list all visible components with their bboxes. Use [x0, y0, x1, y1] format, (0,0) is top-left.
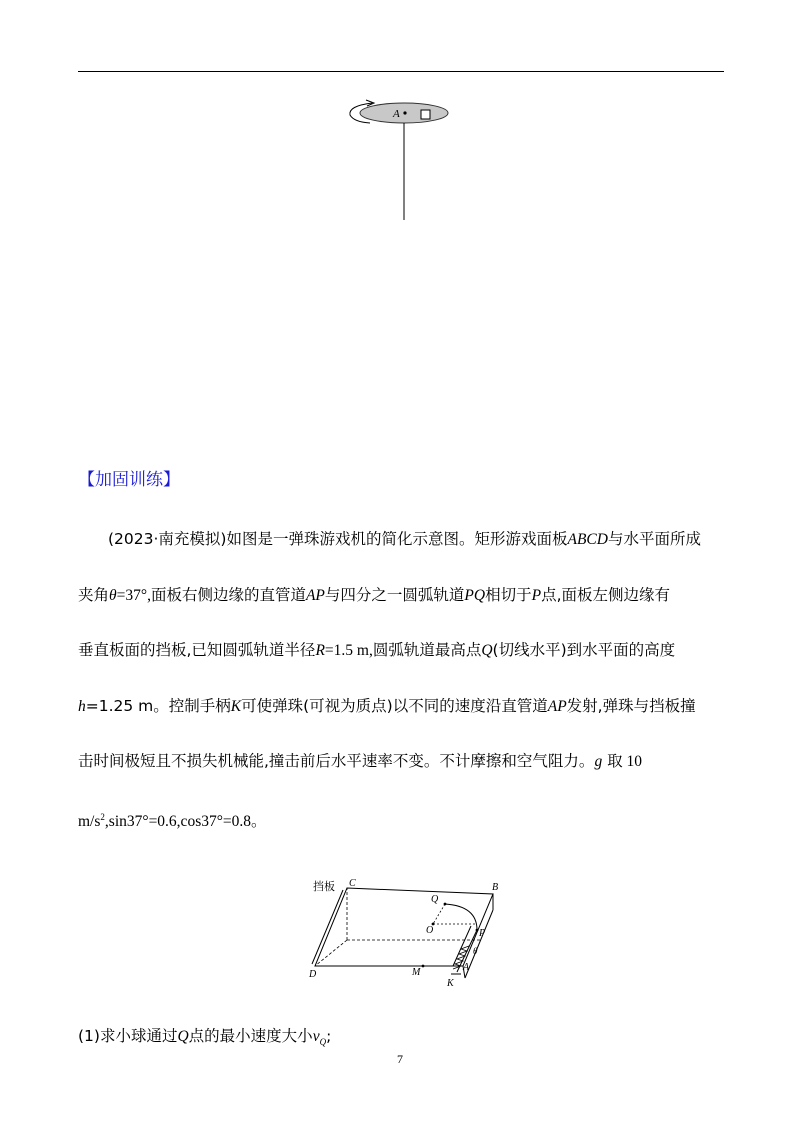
label-m: M — [412, 967, 421, 978]
question-1: (1)求小球通过Q点的最小速度大小$v_Q$; — [78, 1027, 332, 1048]
point-a-label: A — [393, 108, 400, 120]
para-line-3: 垂直板面的挡板,已知圆弧轨道半径R=1.5 m,圆弧轨道最高点Q(切线水平)到水平面的高度 — [78, 641, 676, 659]
label-a: A — [463, 962, 470, 973]
label-p: P — [479, 928, 486, 939]
baffle-label: 挡板 — [313, 880, 335, 893]
point-a — [403, 111, 406, 114]
problem-paragraph — [78, 512, 724, 849]
label-theta: θ — [473, 946, 478, 956]
label-c: C — [349, 878, 356, 889]
block — [421, 110, 430, 119]
label-k: K — [447, 978, 454, 989]
para-line-1: (2023·南充模拟)如图是一弹珠游戏机的简化示意图。矩形游戏面板ABCD与水平面所成 — [108, 530, 701, 548]
para-line-6: $m/s^2,\sin 37^\circ=0.6,\cos 37^\circ=0.8$。 — [78, 811, 267, 830]
label-d: D — [309, 969, 317, 980]
header-rule — [78, 71, 724, 72]
game-board — [315, 888, 493, 966]
para-line-5: 击时间极短且不损失机械能,撞击前后水平速率不变。不计摩擦和空气阻力。g 取 10 — [78, 752, 643, 770]
page-number: 7 — [397, 1052, 403, 1066]
section-heading: 【加固训练】 — [78, 470, 180, 490]
pinball-machine-figure — [305, 874, 505, 990]
label-q: Q — [431, 894, 439, 905]
para-line-2: 夹角θ=37°,面板右侧边缘的直管道AP与四分之一圆弧轨道PQ相切于P点,面板左侧边缘有 — [78, 585, 671, 604]
rotating-disc-figure — [340, 92, 460, 224]
label-o: O — [426, 925, 434, 936]
arc-track — [445, 904, 477, 930]
para-line-4: h=1.25 m。控制手柄K可使弹珠(可视为质点)以不同的速度沿直管道AP发射,弹珠与挡板撞 — [78, 696, 696, 715]
label-b: B — [492, 882, 499, 893]
